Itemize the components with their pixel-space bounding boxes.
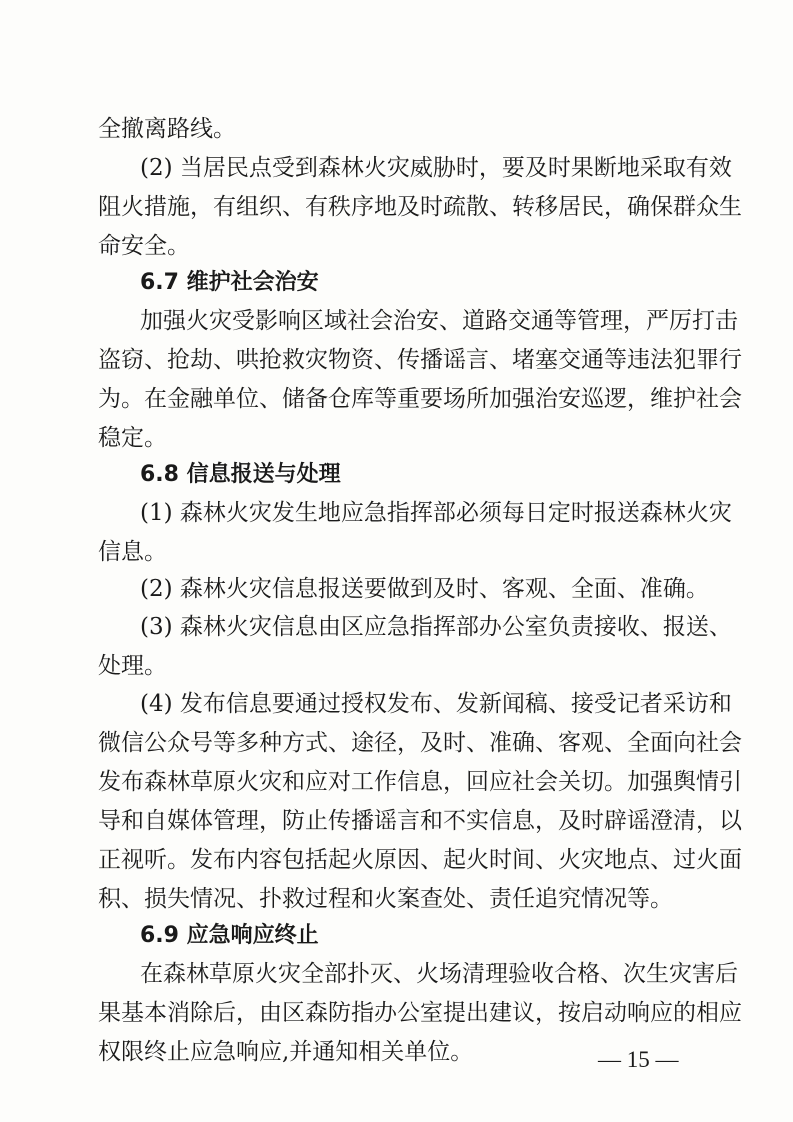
paragraph-line: 信息。 <box>98 539 167 565</box>
paragraph-line: (2) 森林火灾信息报送要做到及时、客观、全面、准确。 <box>140 576 709 602</box>
page-number: — 15 — <box>598 1047 679 1072</box>
paragraph-line: (2) 当居民点受到森林火灾威胁时，要及时果断地采取有效 <box>140 155 732 181</box>
section-heading: 6.8 信息报送与处理 <box>140 462 341 487</box>
paragraph-line: (3) 森林火灾信息由区应急指挥部办公室负责接收、报送、 <box>140 614 732 640</box>
paragraph-line: 处理。 <box>98 653 167 679</box>
paragraph-line: (4) 发布信息要通过授权发布、发新闻稿、接受记者采访和 <box>140 691 732 717</box>
paragraph-line: 稳定。 <box>98 425 167 451</box>
paragraph-line: 导和自媒体管理，防止传播谣言和不实信息，及时辟谣澄清，以 <box>98 808 742 834</box>
paragraph-line: 命安全。 <box>98 233 190 259</box>
paragraph-line: 盗窃、抢劫、哄抢救灾物资、传播谣言、堵塞交通等违法犯罪行 <box>98 347 742 373</box>
paragraph-line: (1) 森林火灾发生地应急指挥部必须每日定时报送森林火灾 <box>140 500 732 526</box>
paragraph-line: 为。在金融单位、储备仓库等重要场所加强治安巡逻，维护社会 <box>98 386 742 412</box>
paragraph-line: 发布森林草原火灾和应对工作信息，回应社会关切。加强舆情引 <box>98 769 742 795</box>
paragraph-line: 果基本消除后，由区森防指办公室提出建议，按启动响应的相应 <box>98 1000 742 1026</box>
paragraph-line: 正视听。发布内容包括起火原因、起火时间、火灾地点、过火面 <box>98 847 742 873</box>
paragraph-line: 阻火措施，有组织、有秩序地及时疏散、转移居民，确保群众生 <box>98 194 742 220</box>
paragraph-line: 微信公众号等多种方式、途径，及时、准确、客观、全面向社会 <box>98 730 742 756</box>
section-heading: 6.9 应急响应终止 <box>140 923 319 948</box>
section-heading: 6.7 维护社会治安 <box>140 270 319 295</box>
paragraph-line: 在森林草原火灾全部扑灭、火场清理验收合格、次生灾害后 <box>140 961 738 987</box>
paragraph-line: 积、损失情况、扑救过程和火案查处、责任追究情况等。 <box>98 886 673 912</box>
paragraph-line: 加强火灾受影响区域社会治安、道路交通等管理，严厉打击 <box>140 308 738 334</box>
paragraph-line: 权限终止应急响应,并通知相关单位。 <box>98 1039 474 1065</box>
paragraph-line: 全撤离路线。 <box>98 116 236 142</box>
